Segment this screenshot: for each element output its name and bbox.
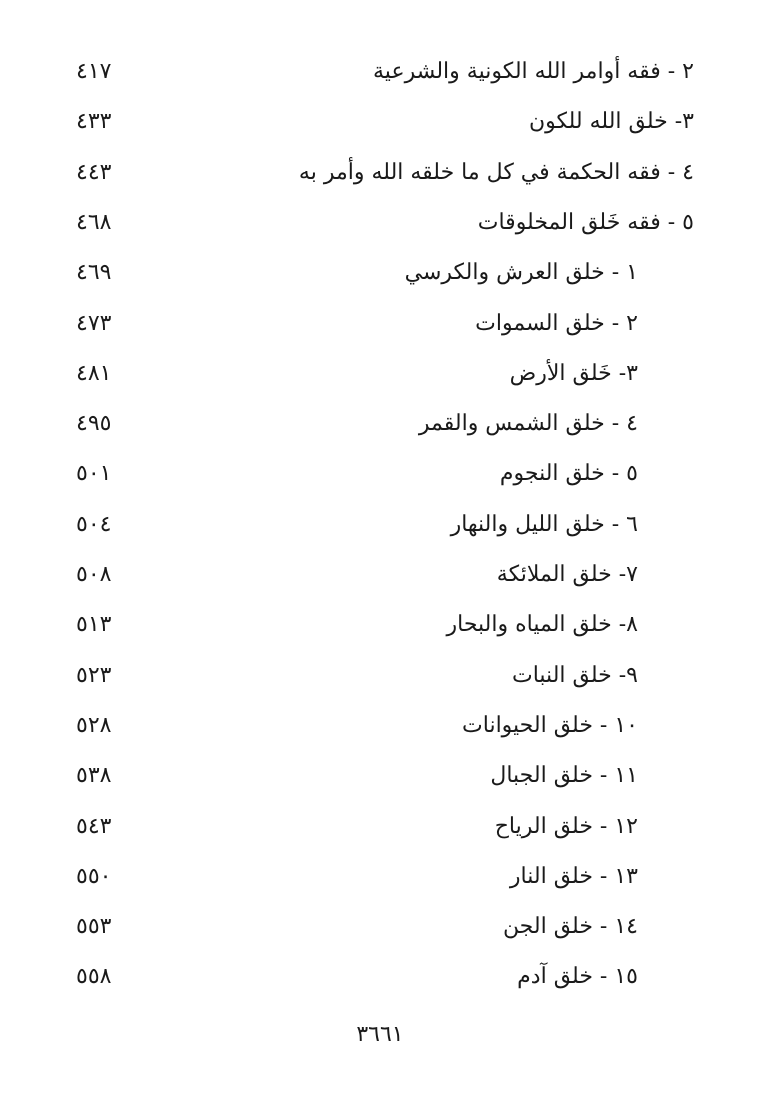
- toc-entry-title: ١٢ - خلق الرياح: [494, 813, 638, 839]
- toc-entry-title: ٣- خلق الله للكون: [528, 109, 694, 135]
- toc-entry-title: ١٠ - خلق الحيوانات: [462, 712, 638, 738]
- toc-entry: [0, 454, 760, 494]
- toc-entry-title: ٧- خلق الملائكة: [496, 562, 638, 587]
- toc-entry: [0, 354, 760, 394]
- toc-entry: [0, 957, 760, 997]
- toc-entry-title: ٣- خَلق الأرض: [509, 360, 638, 386]
- toc-entry-page: ٥٥٠: [76, 863, 112, 889]
- toc-entry-page: ٤٩٥: [76, 411, 112, 437]
- toc-entry-page: ٤١٧: [76, 59, 112, 84]
- toc-entry-title: ٥ - خلق النجوم: [499, 461, 638, 487]
- toc-entry-title: ٨- خلق المياه والبحار: [446, 612, 638, 638]
- toc-entry-page: ٥٢٣: [76, 662, 112, 688]
- toc-entry-title: ٢ - فقه أوامر الله الكونية والشرعية: [373, 59, 694, 84]
- toc-entry-page: ٥٠١: [76, 461, 112, 487]
- toc-entry-title: ٤ - خلق الشمس والقمر: [418, 411, 638, 437]
- toc-entry: [0, 253, 760, 293]
- toc-entry: [0, 203, 760, 243]
- toc-entry-title: ١ - خلق العرش والكرسي: [404, 260, 638, 286]
- toc-entry-title: ١١ - خلق الجبال: [490, 763, 638, 789]
- page-number: ٣٦٦١: [356, 1022, 404, 1047]
- toc-entry-page: ٥٠٤: [76, 511, 112, 537]
- toc-entry-page: ٤٨١: [76, 360, 112, 386]
- toc-entry-title: ١٥ - خلق آدم: [517, 964, 638, 990]
- toc-entry: [0, 52, 760, 92]
- toc-entry: [0, 907, 760, 947]
- toc-entry-title: ٢ - خلق السموات: [475, 310, 638, 336]
- toc-entry: [0, 857, 760, 897]
- toc-entry: [0, 706, 760, 746]
- toc-entry: [0, 505, 760, 545]
- toc-entry: [0, 605, 760, 645]
- toc-entry: [0, 102, 760, 142]
- toc-entry-page: ٤٣٣: [76, 109, 112, 135]
- toc-entry-title: ٩- خلق النبات: [512, 662, 638, 688]
- toc-entry-page: ٤٦٩: [76, 260, 112, 286]
- toc-entry: [0, 304, 760, 344]
- toc-entry-page: ٥٤٣: [76, 813, 112, 839]
- toc-entry-title: ١٤ - خلق الجن: [502, 914, 638, 940]
- toc-entry: [0, 756, 760, 796]
- toc-entry: [0, 656, 760, 696]
- toc-entry-title: ٤ - فقه الحكمة في كل ما خلقه الله وأمر به: [298, 159, 694, 185]
- toc-entry-title: ٦ - خلق الليل والنهار: [450, 511, 638, 537]
- toc-entry-page: ٥١٣: [76, 612, 112, 638]
- toc-entry-page: ٥٣٨: [76, 763, 112, 789]
- toc-entry-title: ١٣ - خلق النار: [509, 863, 638, 889]
- toc-entry: [0, 555, 760, 595]
- toc-entry-title: ٥ - فقه خَلق المخلوقات: [477, 209, 694, 235]
- toc-entry-page: ٤٧٣: [76, 310, 112, 336]
- toc-entry-page: ٤٤٣: [76, 159, 112, 185]
- toc-entry-page: ٥٠٨: [76, 562, 112, 587]
- toc-entry-page: ٥٥٣: [76, 914, 112, 940]
- toc-entry: [0, 807, 760, 847]
- toc-entry: [0, 404, 760, 444]
- toc-entry: [0, 153, 760, 193]
- toc-entry-page: ٥٥٨: [76, 964, 112, 990]
- toc-entry-page: ٥٢٨: [76, 712, 112, 738]
- toc-entry-page: ٤٦٨: [76, 209, 112, 235]
